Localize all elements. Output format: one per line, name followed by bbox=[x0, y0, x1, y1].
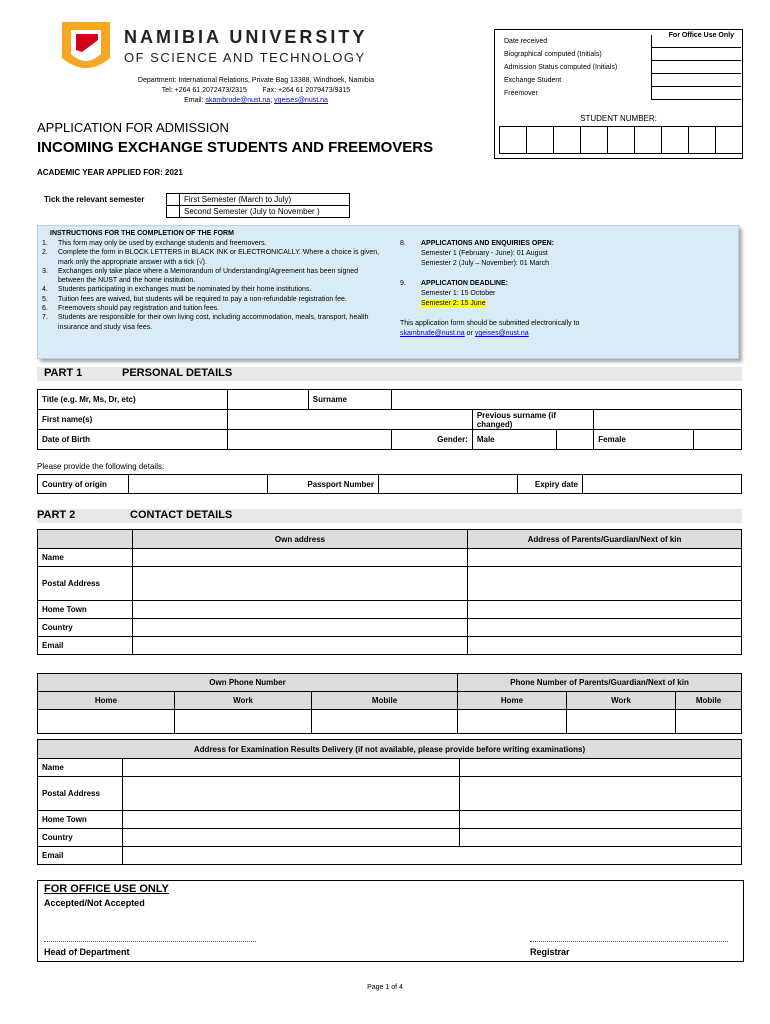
instruction-item: 5. Tuition fees are waived, but students will be required to pay a non-refundable registration fee. bbox=[42, 295, 347, 303]
personal-details-table bbox=[37, 389, 742, 450]
academic-year: ACADEMIC YEAR APPLIED FOR: 2021 bbox=[37, 168, 183, 177]
office-footer-title: FOR OFFICE USE ONLY bbox=[44, 883, 169, 895]
instruction-item: 7. Students are responsible for their own living cost, including accommodation, meals, transport, health insurance and study visa fees. bbox=[42, 314, 369, 331]
passport-input[interactable] bbox=[379, 475, 518, 494]
exam-postal-input-2[interactable] bbox=[460, 777, 742, 811]
own-home-phone-input[interactable] bbox=[38, 710, 175, 734]
exam-country-input[interactable] bbox=[123, 829, 460, 847]
office-row-label: Biographical computed (Initials) bbox=[504, 51, 602, 58]
parent-home-phone-header: Home bbox=[458, 692, 567, 710]
parent-email-input[interactable] bbox=[468, 637, 742, 655]
student-number-digit-box[interactable] bbox=[661, 126, 689, 154]
parent-name-input[interactable] bbox=[468, 549, 742, 567]
surname-label: Surname bbox=[308, 390, 392, 410]
expiry-input[interactable] bbox=[583, 475, 742, 494]
contact-country-label: Country bbox=[38, 619, 133, 637]
gender-label: Gender: bbox=[392, 430, 472, 450]
parent-postal-input[interactable] bbox=[468, 567, 742, 601]
female-checkbox[interactable] bbox=[694, 430, 742, 450]
previous-surname-input[interactable] bbox=[594, 410, 742, 430]
instructions-box: INSTRUCTIONS FOR THE COMPLETION OF THE FORM 1. This form may only be used by exchange students and freemovers. 2. Complete the form in BLOCK LETTERS in BLACK INK or ELECTRONICALLY. Where a choice is given, mark only the appropriate answer with a tick (√). 3. Exchanges only take place where a Memorandum of Understanding/Agreement has been signed between the NUST and the home institution. 4. Students participating in exchanges must be nominated by their home institutions. 5. Tuition fees are waived, but students will be required to pay a non-refundable registration fee. 6. Freemovers should pay registration and tuition fees. 7. Students are responsible for their own living cost, including accommodation, meals, transport, health insurance and study visa fees. 8. APPLICATIONS AND ENQUIRIES OPEN: Semester 1 (February - June): 01 August Semester 2 (July – November): 01 March 9. APPLICATION DEADLINE: Semester 1: 15 October Semester 2: 15 June This application form should be submitted electronically to skambrude@nust.na or ygeises@nust.na bbox=[37, 225, 739, 359]
surname-input[interactable] bbox=[392, 390, 742, 410]
registrar-label: Registrar bbox=[530, 947, 570, 957]
exam-postal-label: Postal Address bbox=[38, 777, 123, 811]
office-row-label: Freemover bbox=[504, 90, 538, 97]
instruction-item: 2. Complete the form in BLOCK LETTERS in BLACK INK or ELECTRONICALLY. Where a choice is given, mark only the appropriate answer with a tick (√). bbox=[42, 249, 380, 266]
office-row bbox=[495, 48, 742, 61]
country-origin-input[interactable] bbox=[129, 475, 268, 494]
email-link-2[interactable]: ygeises@nust.na bbox=[274, 97, 328, 104]
instruction-item: 4. Students participating in exchanges must be nominated by their home institutions. bbox=[42, 286, 312, 294]
page-number: Page 1 of 4 bbox=[367, 984, 403, 991]
own-mobile-phone-header: Mobile bbox=[312, 692, 458, 710]
deadline-highlight: Semester 2: 15 June bbox=[421, 300, 486, 307]
exam-email-input[interactable] bbox=[123, 847, 742, 865]
semester-label: Tick the relevant semester bbox=[44, 195, 145, 204]
exam-hometown-input[interactable] bbox=[123, 811, 460, 829]
own-email-input[interactable] bbox=[133, 637, 468, 655]
parent-hometown-input[interactable] bbox=[468, 601, 742, 619]
part1-label: PART 1 bbox=[44, 367, 83, 379]
title-label: Title (e.g. Mr, Ms, Dr, etc) bbox=[38, 390, 228, 410]
email-link-1[interactable]: skambrude@nust.na bbox=[205, 97, 271, 104]
male-option[interactable]: Male bbox=[472, 430, 556, 450]
passport-label: Passport Number bbox=[268, 475, 379, 494]
office-row bbox=[495, 61, 742, 74]
part1-title: PERSONAL DETAILS bbox=[122, 367, 233, 379]
instruction-item: 3. Exchanges only take place where a Memorandum of Understanding/Agreement has been signed between the NUST and the home institution. bbox=[42, 267, 359, 285]
parent-country-input[interactable] bbox=[468, 619, 742, 637]
department-address: Department: International Relations, Private Bag 13388, Windhoek, Namibia Tel: +264 61 2072473/2315 Fax: +264 61 2079473/9315 Email: skambrude@nust.na; ygeises@nust.na bbox=[137, 77, 375, 104]
office-row-input[interactable] bbox=[651, 48, 741, 61]
student-number-digit-box[interactable] bbox=[634, 126, 662, 154]
exam-country-label: Country bbox=[38, 829, 123, 847]
phone-table bbox=[37, 673, 742, 734]
office-use-box: For Office Use Only Date received Biographical computed (Initials) Admission Status computed (Initials) Exchange Student Freemover STUDENT NUMBER: bbox=[494, 29, 743, 159]
student-number-boxes bbox=[499, 126, 743, 154]
expiry-label: Expiry date bbox=[518, 475, 583, 494]
part2-label: PART 2 bbox=[37, 509, 76, 521]
office-row-input[interactable] bbox=[651, 74, 741, 87]
submit-email-1[interactable]: skambrude@nust.na bbox=[400, 330, 465, 337]
exam-hometown-input-2[interactable] bbox=[460, 811, 742, 829]
form-subtitle: INCOMING EXCHANGE STUDENTS AND FREEMOVERS bbox=[37, 139, 434, 156]
nust-logo-emblem bbox=[60, 20, 112, 80]
form-title: APPLICATION FOR ADMISSION bbox=[37, 120, 229, 135]
country-origin-label: Country of origin bbox=[38, 475, 129, 494]
office-row bbox=[495, 87, 742, 100]
instruction-item: 1. This form may only be used by exchange students and freemovers. bbox=[42, 240, 267, 247]
parent-mobile-phone-header: Mobile bbox=[676, 692, 742, 710]
own-hometown-input[interactable] bbox=[133, 601, 468, 619]
student-number-digit-box[interactable] bbox=[526, 126, 554, 154]
office-row bbox=[495, 35, 742, 48]
previous-surname-label: Previous surname (if changed) bbox=[472, 410, 593, 430]
office-row-input[interactable] bbox=[651, 87, 741, 100]
office-footer-box bbox=[37, 880, 744, 962]
first-names-input[interactable] bbox=[228, 410, 473, 430]
logo-subtitle: OF SCIENCE AND TECHNOLOGY bbox=[124, 50, 366, 65]
student-number-digit-box[interactable] bbox=[553, 126, 581, 154]
parent-work-phone-input[interactable] bbox=[567, 710, 676, 734]
exam-name-input[interactable] bbox=[123, 759, 460, 777]
title-input[interactable] bbox=[228, 390, 308, 410]
contact-name-label: Name bbox=[38, 549, 133, 567]
male-checkbox[interactable] bbox=[556, 430, 594, 450]
exam-country-input-2[interactable] bbox=[460, 829, 742, 847]
hod-label: Head of Department bbox=[44, 947, 130, 957]
exam-postal-input[interactable] bbox=[123, 777, 460, 811]
own-postal-input[interactable] bbox=[133, 567, 468, 601]
office-row-label: Date received bbox=[504, 38, 548, 45]
semester-1-checkbox[interactable] bbox=[167, 194, 180, 206]
exam-name-label: Name bbox=[38, 759, 123, 777]
exam-address-table bbox=[37, 739, 742, 865]
logo-title: NAMIBIA UNIVERSITY bbox=[124, 27, 368, 47]
accepted-label: Accepted/Not Accepted bbox=[44, 898, 145, 908]
contact-email-label: Email bbox=[38, 637, 133, 655]
own-name-input[interactable] bbox=[133, 549, 468, 567]
dob-input[interactable] bbox=[228, 430, 392, 450]
exam-hometown-label: Home Town bbox=[38, 811, 123, 829]
parent-work-phone-header: Work bbox=[567, 692, 676, 710]
instruction-item: 6. Freemovers should pay registration and tuition fees. bbox=[42, 305, 220, 313]
office-row bbox=[495, 74, 742, 87]
semester-table bbox=[166, 193, 350, 218]
student-number-digit-box[interactable] bbox=[499, 126, 527, 154]
student-number-digit-box[interactable] bbox=[580, 126, 608, 154]
office-row-label: Admission Status computed (Initials) bbox=[504, 64, 618, 71]
own-work-phone-input[interactable] bbox=[175, 710, 312, 734]
student-number-digit-box[interactable] bbox=[688, 126, 716, 154]
contact-hometown-label: Home Town bbox=[38, 601, 133, 619]
submit-email-2[interactable]: ygeises@nust.na bbox=[474, 330, 529, 337]
office-row-label: Exchange Student bbox=[504, 77, 562, 84]
semester-2-checkbox[interactable] bbox=[167, 206, 180, 218]
office-row-input[interactable] bbox=[651, 61, 741, 74]
parent-mobile-phone-input[interactable] bbox=[676, 710, 742, 734]
student-number-digit-box[interactable] bbox=[715, 126, 743, 154]
exam-email-label: Email bbox=[38, 847, 123, 865]
own-country-input[interactable] bbox=[133, 619, 468, 637]
female-option[interactable]: Female bbox=[594, 430, 694, 450]
student-number-label: STUDENT NUMBER: bbox=[580, 114, 657, 123]
parent-phone-header: Phone Number of Parents/Guardian/Next of kin bbox=[458, 674, 742, 692]
hod-signature-line[interactable] bbox=[44, 941, 256, 942]
origin-passport-table bbox=[37, 474, 742, 494]
provide-details-text: Please provide the following details: bbox=[37, 462, 165, 471]
instructions-right: 8. APPLICATIONS AND ENQUIRIES OPEN: Semester 1 (February - June): 01 August Semester 2 (July – November): 01 March 9. APPLICATION DEADLINE: Semester 1: 15 October Semester 2: 15 June This application form should be submitted electronically to skambrude@nust.na or ygeises@nust.na bbox=[400, 240, 580, 337]
exam-address-header: Address for Examination Results Delivery (if not available, please provide before writing examinations) bbox=[38, 740, 742, 759]
part2-title: CONTACT DETAILS bbox=[130, 509, 233, 521]
semester-2-label: Second Semester (July to November ) bbox=[180, 206, 350, 218]
parent-home-phone-input[interactable] bbox=[458, 710, 567, 734]
student-number-digit-box[interactable] bbox=[607, 126, 635, 154]
contact-address-table bbox=[37, 529, 742, 655]
office-row-input[interactable] bbox=[651, 35, 741, 48]
contact-postal-label: Postal Address bbox=[38, 567, 133, 601]
own-work-phone-header: Work bbox=[175, 692, 312, 710]
exam-name-input-2[interactable] bbox=[460, 759, 742, 777]
parent-address-header: Address of Parents/Guardian/Next of kin bbox=[468, 530, 742, 549]
dob-label: Date of Birth bbox=[38, 430, 228, 450]
own-home-phone-header: Home bbox=[38, 692, 175, 710]
own-mobile-phone-input[interactable] bbox=[312, 710, 458, 734]
semester-1-label: First Semester (March to July) bbox=[180, 194, 350, 206]
instructions-list bbox=[42, 239, 382, 332]
first-names-label: First name(s) bbox=[38, 410, 228, 430]
registrar-signature-line[interactable] bbox=[530, 941, 728, 942]
own-address-header: Own address bbox=[133, 530, 468, 549]
own-phone-header: Own Phone Number bbox=[38, 674, 458, 692]
